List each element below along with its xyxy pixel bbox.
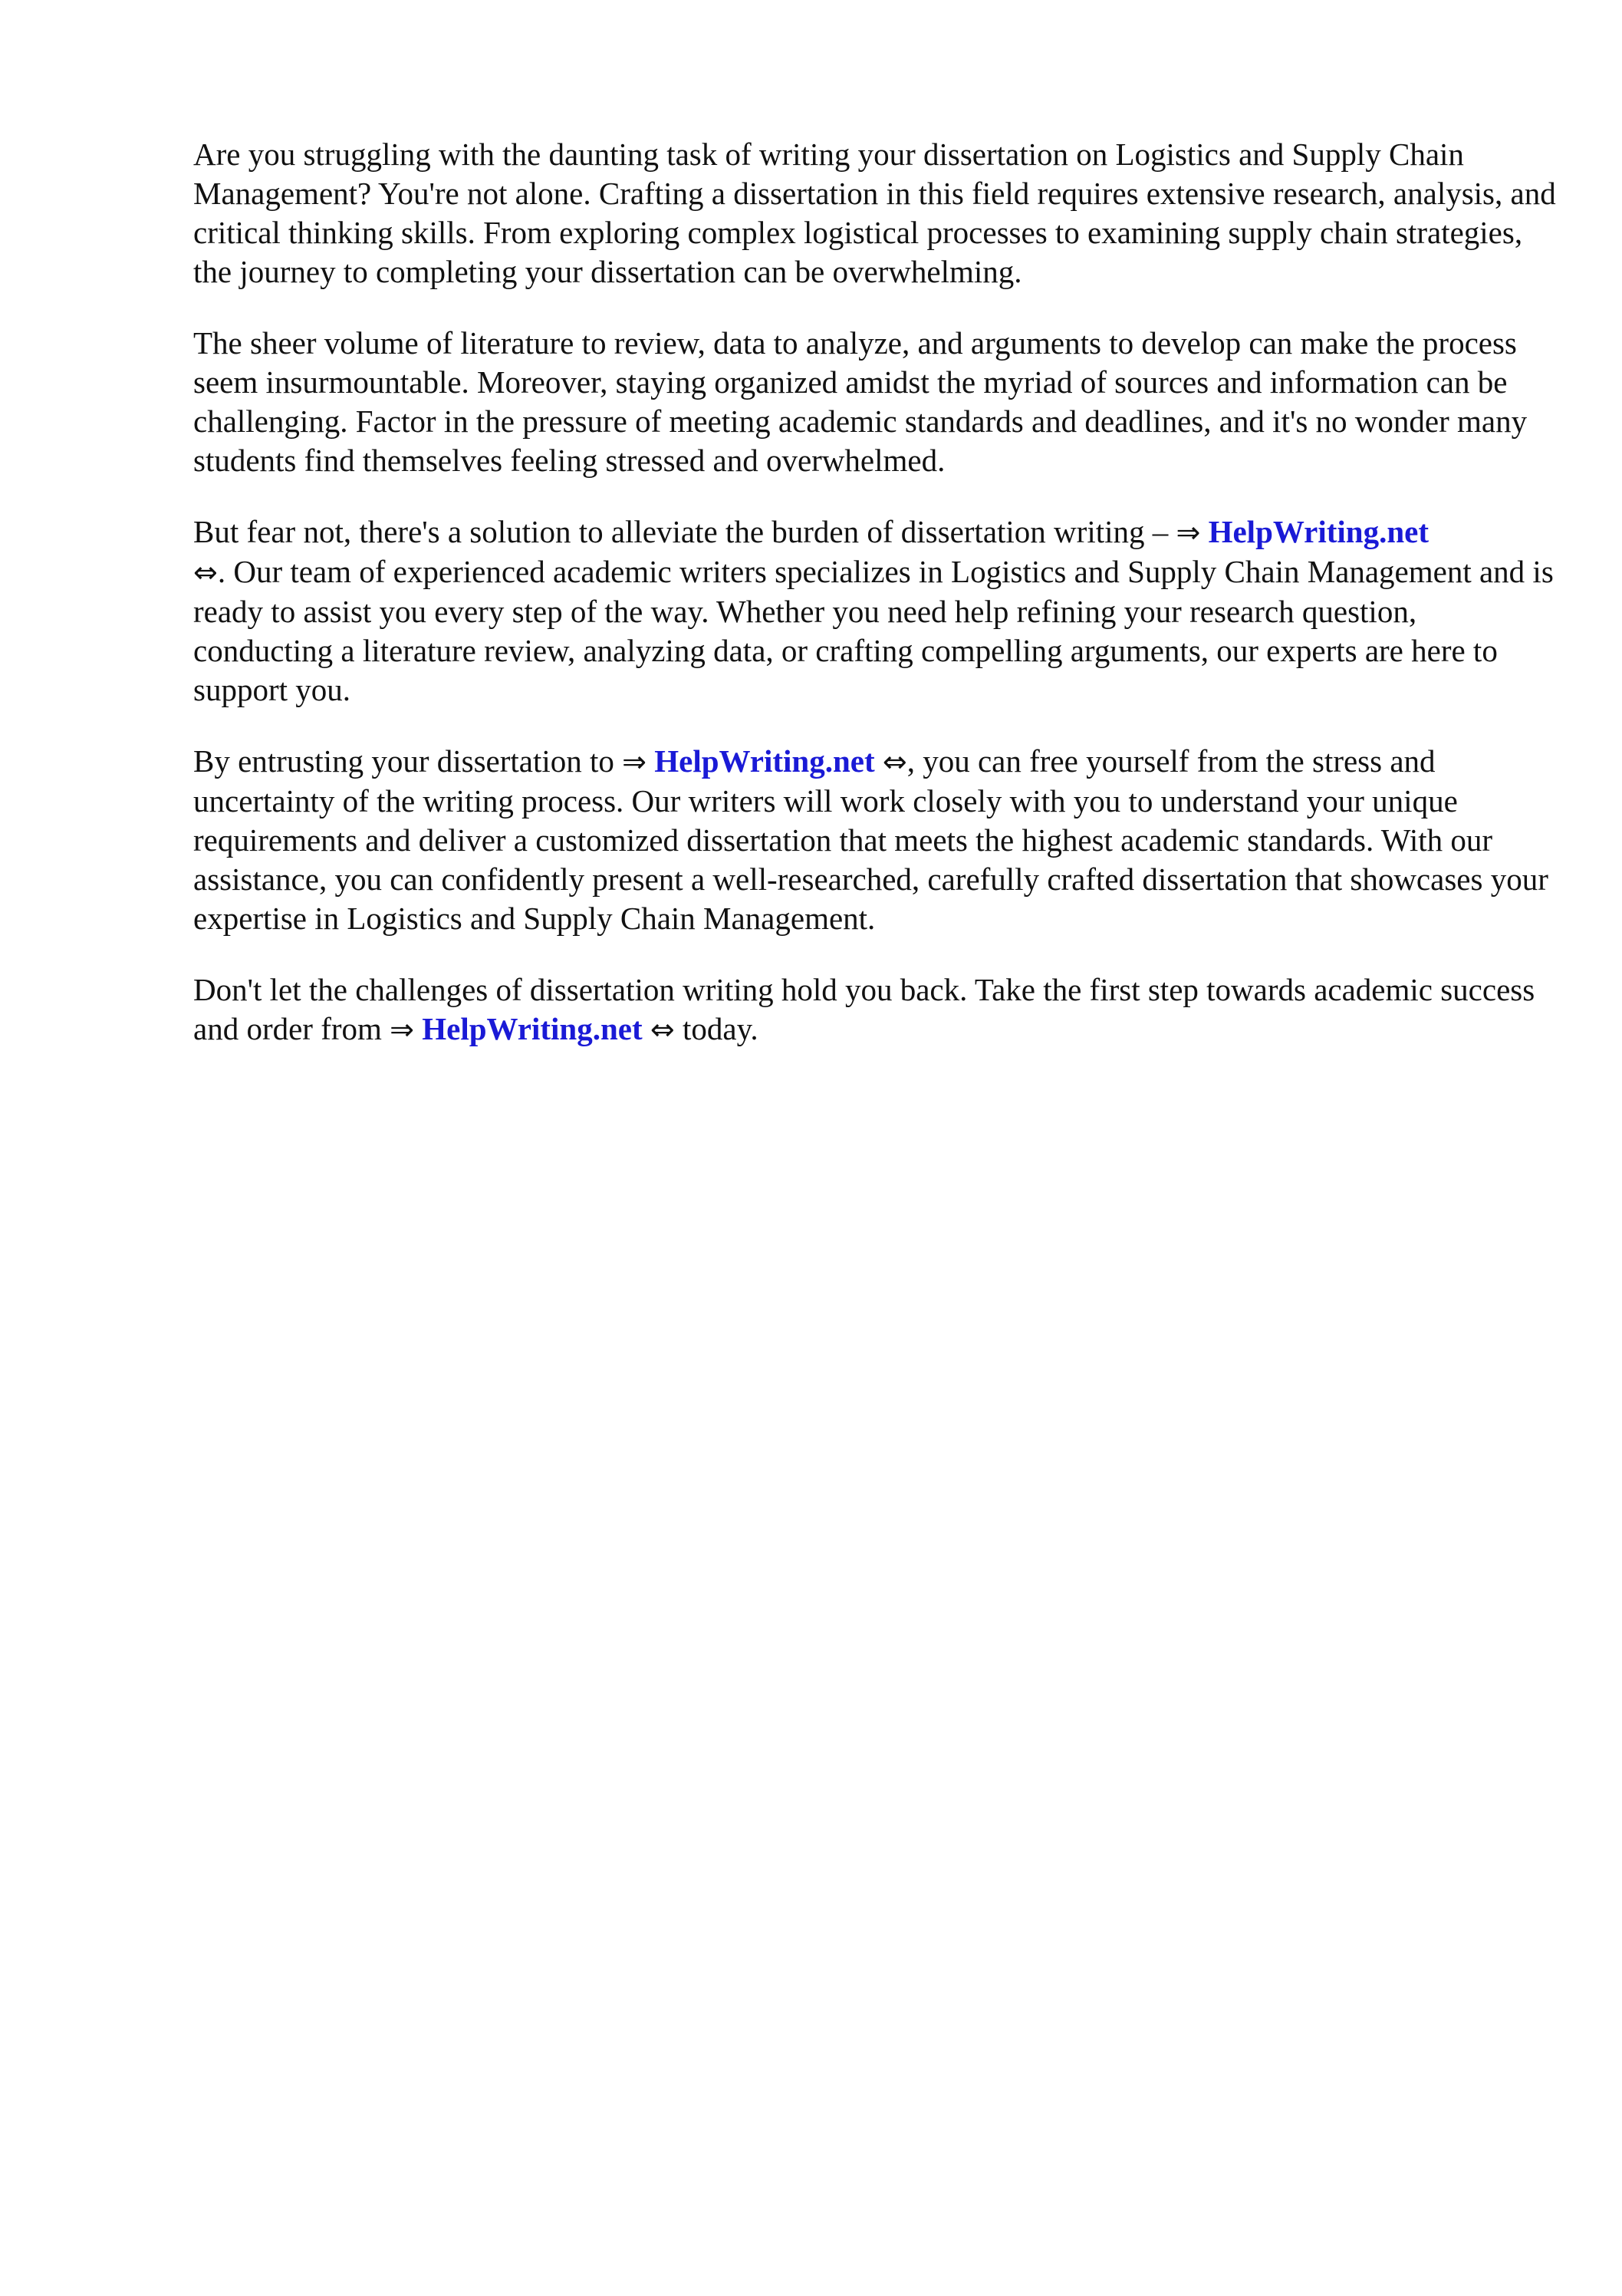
paragraph-call-to-action [193, 970, 1558, 1049]
right-double-arrow-icon: ⇒ [1176, 516, 1201, 549]
left-right-double-arrow-icon: ⇔ [650, 1013, 675, 1046]
paragraph-entrust [193, 742, 1558, 938]
helpwriting-link[interactable]: HelpWriting.net [422, 1011, 643, 1046]
paragraph-challenges-text: The sheer volume of literature to review, data to analyze, and arguments to develop can make the process seem insurmountable. Moreover, staying organized amidst the myriad of sources and information can be challenging. Factor in the pressure of meeting academic standards and deadlines, and it's no wonder many students find themselves feeling stressed and overwhelmed. [193, 325, 1528, 478]
paragraph-entrust-text-after: , you can free yourself from the stress and uncertainty of the writing process. Our writers will work closely with you to understand your unique requirements and deliver a customized dissertation that meets the highest academic standards. With our assistance, you can confidently present a well-researched, carefully crafted dissertation that showcases your expertise in Logistics and Supply Chain Management. [193, 743, 1548, 936]
paragraph-intro-text: Are you struggling with the daunting task of writing your dissertation on Logistics and Supply Chain Management? You're not alone. Crafting a dissertation in this field requires extensive research, analysis, and critical thinking skills. From exploring complex logistical processes to examining supply chain strategies, the journey to completing your dissertation can be overwhelming. [193, 137, 1556, 289]
paragraph-entrust-text-before: By entrusting your dissertation to [193, 743, 623, 779]
paragraph-solution-text-after: . Our team of experienced academic writers specializes in Logistics and Supply Chain Management and is ready to assist you every step of the way. Whether you need help refining your research question, conducting a literature review, analyzing data, or crafting compelling arguments, our experts are here to support you. [193, 554, 1554, 707]
right-double-arrow-icon: ⇒ [390, 1013, 414, 1046]
paragraph-call-to-action-text-before: Don't let the challenges of dissertation writing hold you back. Take the first step towards academic success and order from [193, 972, 1535, 1046]
paragraph-solution-text-before: But fear not, there's a solution to alleviate the burden of dissertation writing – [193, 514, 1176, 549]
document-body [193, 135, 1558, 1082]
paragraph-call-to-action-text-after: today. [674, 1011, 758, 1046]
paragraph-challenges [193, 324, 1558, 480]
helpwriting-link[interactable]: HelpWriting.net [1208, 514, 1429, 549]
right-double-arrow-icon: ⇒ [622, 745, 646, 779]
paragraph-solution [193, 512, 1558, 710]
left-right-double-arrow-icon: ⇔ [193, 555, 218, 589]
left-right-double-arrow-icon: ⇔ [882, 745, 907, 779]
helpwriting-link[interactable]: HelpWriting.net [654, 743, 875, 779]
paragraph-intro [193, 135, 1558, 292]
